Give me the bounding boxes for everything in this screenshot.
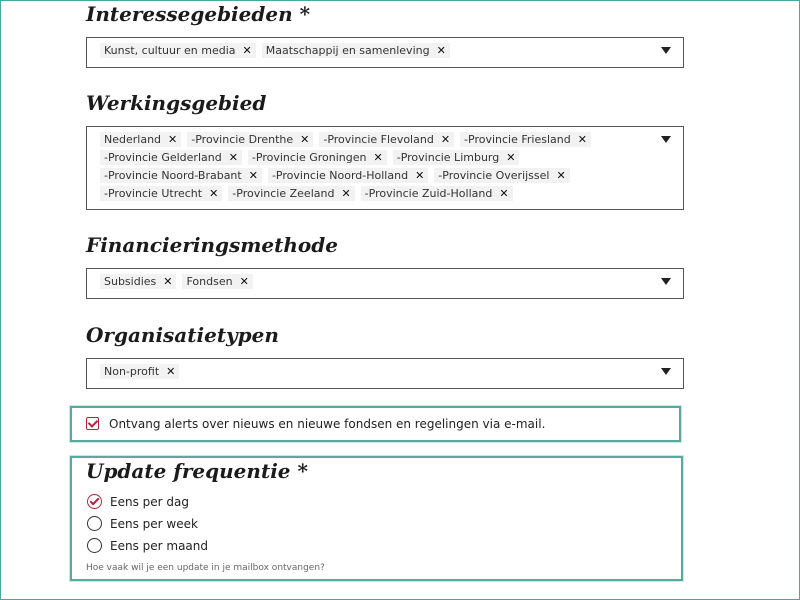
selected-tag [361,186,513,201]
tag-label: -Provincie Friesland [464,133,571,146]
interests-heading: Interessegebieden * [86,2,311,26]
tag-label: -Provincie Groningen [251,151,367,164]
close-icon[interactable]: ✕ [209,187,219,200]
selected-tag [100,150,242,165]
close-icon[interactable]: ✕ [415,169,425,182]
close-icon[interactable]: ✕ [242,44,252,57]
close-icon[interactable]: ✕ [436,44,446,57]
close-icon[interactable]: ✕ [300,133,310,146]
selected-tag [268,168,428,183]
orgtypes-tags [100,364,649,379]
selected-tag [262,43,450,58]
frequency-radio[interactable] [87,494,102,509]
orgtypes-heading: Organisatietypen [86,323,279,347]
tag-label: -Provincie Noord-Holland [271,169,409,182]
close-icon[interactable]: ✕ [577,133,587,146]
tag-label: -Provincie Overijssel [438,169,550,182]
frequency-option-label[interactable]: Eens per dag [110,494,189,509]
tag-label: Kunst, cultuur en media [104,44,236,57]
tag-label: -Provincie Noord-Brabant [104,169,242,182]
chevron-down-icon[interactable] [661,47,671,54]
close-icon[interactable]: ✕ [248,169,258,182]
frequency-heading: Update frequentie * [86,459,308,483]
close-icon[interactable]: ✕ [506,151,516,164]
close-icon[interactable]: ✕ [163,275,173,288]
financing-tags [100,274,649,289]
region-tags [100,132,649,201]
tag-label: Non-profit [104,365,160,378]
tag-label: -Provincie Zeeland [232,187,335,200]
tag-label: -Provincie Drenthe [191,133,294,146]
close-icon[interactable]: ✕ [440,133,451,146]
orgtypes-multiselect[interactable] [86,358,684,389]
frequency-group [70,456,683,581]
close-icon[interactable]: ✕ [168,133,178,146]
frequency-option-weekly[interactable] [87,516,198,531]
close-icon[interactable]: ✕ [341,187,351,200]
frequency-hint: Hoe vaak wil je een update in je mailbox ontvangen? [86,563,325,573]
close-icon[interactable]: ✕ [499,187,509,200]
selected-tag [100,168,262,183]
selected-tag [248,150,387,165]
tag-label: -Provincie Gelderland [104,151,222,164]
tag-label: -Provincie Zuid-Holland [364,187,493,200]
frequency-option-monthly[interactable] [87,538,208,553]
selected-tag [182,274,252,289]
selected-tag [460,132,591,147]
tag-label: -Provincie Limburg [396,151,500,164]
financing-heading: Financieringsmethode [86,233,338,257]
interests-tags [100,43,649,58]
selected-tag [393,150,520,165]
selected-tag [100,43,256,58]
tag-label: Maatschappij en samenleving [265,44,430,57]
selected-tag [187,132,313,147]
frequency-radio[interactable] [87,516,102,531]
tag-label: -Provincie Flevoland [323,133,434,146]
interests-multiselect[interactable] [86,37,684,68]
close-icon[interactable]: ✕ [239,275,249,288]
tag-label: Subsidies [104,275,157,288]
chevron-down-icon[interactable] [661,278,671,285]
frequency-option-label[interactable]: Eens per maand [110,538,209,553]
financing-multiselect[interactable] [86,268,684,299]
alerts-option[interactable] [70,406,681,442]
tag-label: Nederland [104,133,162,146]
selected-tag [319,132,454,147]
close-icon[interactable]: ✕ [228,151,238,164]
tag-label: -Provincie Utrecht [104,187,203,200]
frequency-option-label[interactable]: Eens per week [110,516,198,531]
alerts-checkbox[interactable] [86,417,99,430]
region-heading: Werkingsgebied [86,91,267,115]
chevron-down-icon[interactable] [661,368,671,375]
selected-tag [434,168,569,183]
selected-tag [100,364,179,379]
alerts-label[interactable]: Ontvang alerts over nieuws en nieuwe fondsen en regelingen via e-mail. [109,417,546,431]
tag-label: Fondsen [186,275,233,288]
frequency-option-daily[interactable] [87,494,189,509]
chevron-down-icon[interactable] [661,136,671,143]
selected-tag [228,186,354,201]
selected-tag [100,186,222,201]
frequency-radio[interactable] [87,538,102,553]
selected-tag [100,274,176,289]
close-icon[interactable]: ✕ [556,169,566,182]
region-multiselect[interactable] [86,126,684,210]
selected-tag [100,132,181,147]
close-icon[interactable]: ✕ [166,365,176,378]
close-icon[interactable]: ✕ [373,151,383,164]
